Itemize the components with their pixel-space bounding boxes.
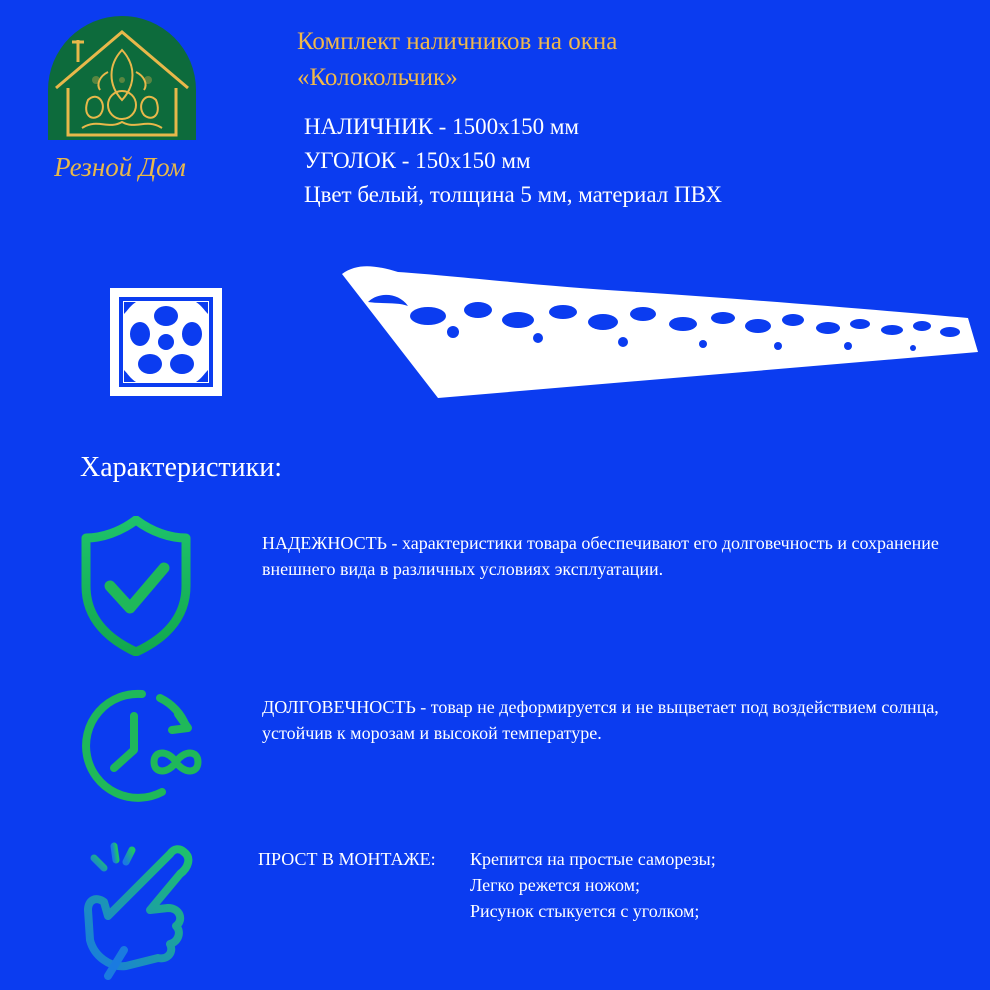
title-line-2: «Колокольчик»: [297, 64, 458, 91]
spec-material: Цвет белый, толщина 5 мм, материал ПВХ: [304, 182, 722, 207]
hand-tap-icon: [80, 840, 200, 980]
characteristics-heading: Характеристики:: [80, 452, 282, 483]
list-item: Легко режется ножом;: [470, 875, 641, 895]
product-title: [297, 24, 857, 96]
feature-durability-text: ДОЛГОВЕЧНОСТЬ - товар не деформируется и не выцветает под воздействием солнца, устойчив к морозам и высокой температуре.: [262, 697, 939, 743]
feature-installation-list: [470, 846, 716, 924]
feature-installation-label: ПРОСТ В МОНТАЖЕ:: [258, 849, 436, 869]
title-line-1: Комплект наличников на окна: [297, 28, 618, 55]
list-item: Крепится на простые саморезы;: [470, 849, 716, 869]
window-casing-strip-image: [338, 262, 980, 400]
corner-piece-image: [110, 288, 222, 396]
spec-corner-size: УГОЛОК - 150х150 мм: [304, 148, 531, 173]
spec-casing-size: НАЛИЧНИК - 1500х150 мм: [304, 114, 579, 139]
list-item: Рисунок стыкуется с уголком;: [470, 901, 700, 921]
clock-infinity-icon: [76, 686, 210, 804]
feature-reliability-text: НАДЕЖНОСТЬ - характеристики товара обеспечивают его долговечность и сохранение внешнего вида в различных условиях эксплуатации.: [262, 533, 939, 579]
shield-check-icon: [80, 516, 192, 656]
logo-text: Резной Дом: [54, 152, 186, 182]
